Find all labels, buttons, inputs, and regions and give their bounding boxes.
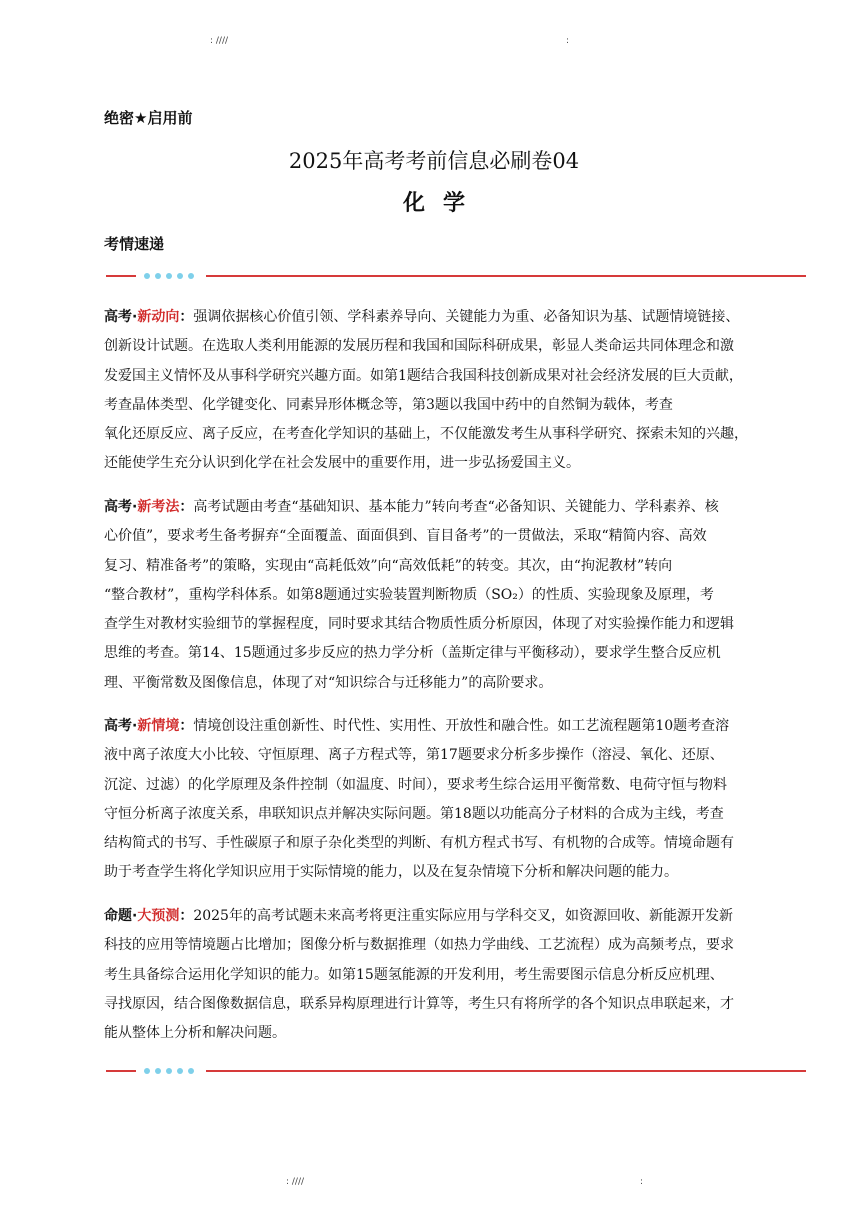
section-label-prefix: 命题·: [104, 908, 138, 924]
paragraph-line: [104, 420, 794, 449]
section-label-highlight: 新考法: [137, 499, 180, 515]
paragraph-text: 守恒分析离子浓度关系，串联知识点并解决实际问题。第18题以功能高分子材料的合成为主线，考查: [104, 805, 724, 822]
section-label-colon: ：: [179, 499, 194, 515]
paragraph-line: [104, 303, 794, 332]
paragraph-line: [104, 362, 794, 391]
page-header-left: : ////: [210, 36, 229, 46]
document-title: 2025年高考考前信息必刷卷04: [288, 149, 580, 173]
bottom-divider: [106, 1067, 806, 1075]
confidential-label: 绝密★启用前: [104, 109, 193, 127]
paragraph-text: 液中离子浓度大小比较、守恒原理、离子方程式等，第17题要求分析多步操作（溶浸、氧化、还原、: [104, 747, 724, 764]
paragraph-text: 能从整体上分析和解决问题。: [104, 1025, 286, 1042]
paragraph-text: 科技的应用等情境题占比增加；图像分析与数据推理（如热力学曲线、工艺流程）成为高频考点，要求: [104, 937, 734, 954]
paragraph-line: [104, 712, 794, 741]
paragraph-text: 氧化还原反应、离子反应，在考查化学知识的基础上，不仅能激发考生从事科学研究、探索未知的兴趣，: [104, 426, 748, 443]
paragraph-text: 发爱国主义情怀及从事科学研究兴趣方面。如第1题结合我国科技创新成果对社会经济发展的巨大贡献，: [104, 367, 743, 384]
section-label-prefix: 高考·: [104, 309, 138, 325]
paragraph-line: [104, 610, 794, 639]
section-label-prefix: 高考·: [104, 718, 138, 734]
paragraph-text: 强调依据核心价值引领、学科素养导向、关键能力为重、必备知识为基、试题情境链接、: [193, 309, 740, 325]
section-heading: 考情速递: [104, 235, 165, 253]
paragraph-text: “整合教材”，重构学科体系。如第8题通过实验装置判断物质（SO₂）的性质、实验现象及原理，考: [104, 586, 714, 603]
paragraph-text: 高考试题由考查“基础知识、基本能力”转向考查“必备知识、关键能力、学科素养、核: [193, 499, 719, 515]
section-new-trend: [104, 303, 794, 479]
paragraph-text: 思维的考查。第14、15题通过多步反应的热力学分析（盖斯定律与平衡移动），要求学生整合反应机: [104, 645, 721, 662]
page-header-right: :: [566, 36, 570, 46]
paragraph-line: [104, 829, 794, 858]
top-divider: [106, 272, 806, 280]
paragraph-line: [104, 771, 794, 800]
page-footer-left: : ////: [286, 1177, 305, 1187]
paragraph-text: 寻找原因，结合图像数据信息，联系异构原理进行计算等，考生只有将所学的各个知识点串联起来，才: [104, 995, 734, 1012]
paragraph-line: [104, 741, 794, 770]
section-label-prefix: 高考·: [104, 499, 138, 515]
paragraph-line: [104, 931, 794, 960]
paragraph-line: [104, 858, 794, 887]
paragraph-line: [104, 391, 794, 420]
paragraph-line: [104, 552, 794, 581]
section-new-method: [104, 493, 794, 698]
subject-title: 化学: [402, 190, 483, 216]
paragraph-line: [104, 902, 794, 931]
paragraph-text: 复习、精准备考”的策略，实现由“高耗低效”向“高效低耗”的转变。其次，由“拘泥教材”转向: [104, 557, 673, 574]
paragraph-text: 理、平衡常数及图像信息，体现了对“知识综合与迁移能力”的高阶要求。: [104, 674, 553, 691]
section-prediction: [104, 902, 794, 1048]
paragraph-text: 沉淀、过滤）的化学原理及条件控制（如温度、时间），要求考生综合运用平衡常数、电荷守恒与物料: [104, 776, 727, 793]
paragraph-text: 结构简式的书写、手性碳原子和原子杂化类型的判断、有机方程式书写、有机物的合成等。情境命题有: [104, 835, 734, 852]
section-label-colon: ：: [179, 309, 194, 325]
paragraph-line: [104, 332, 794, 361]
section-label-highlight: 新情境: [137, 718, 180, 734]
paragraph-line: [104, 522, 794, 551]
paragraph-text: 创新设计试题。在选取人类利用能源的发展历程和我国和国际科研成果，彰显人类命运共同体理念和激: [104, 338, 734, 355]
page-footer-right: :: [640, 1177, 644, 1187]
paragraph-text: 2025年的高考试题未来高考将更注重实际应用与学科交叉，如资源回收、新能源开发新: [193, 908, 733, 924]
section-label-highlight: 大预测: [137, 908, 180, 924]
section-label-colon: ：: [179, 908, 194, 924]
paragraph-line: [104, 961, 794, 990]
section-label-colon: ：: [179, 718, 194, 734]
paragraph-line: [104, 800, 794, 829]
paragraph-text: 助于考查学生将化学知识应用于实际情境的能力，以及在复杂情境下分析和解决问题的能力。: [104, 864, 678, 881]
section-new-context: [104, 712, 794, 888]
paragraph-line: [104, 1019, 794, 1048]
paragraph-text: 考查晶体类型、化学键变化、同素异形体概念等，第3题以我国中药中的自然铜为载体，考查: [104, 396, 673, 413]
paragraph-text: 还能使学生充分认识到化学在社会发展中的重要作用，进一步弘扬爱国主义。: [104, 455, 580, 472]
section-label-highlight: 新动向: [137, 309, 180, 325]
paragraph-text: 查学生对教材实验细节的掌握程度，同时要求其结合物质性质分析原因，体现了对实验操作能力和逻辑: [104, 616, 734, 633]
paragraph-line: [104, 669, 794, 698]
paragraph-line: [104, 493, 794, 522]
paragraph-line: [104, 449, 794, 478]
paragraph-text: 考生具备综合运用化学知识的能力。如第15题氢能源的开发利用，考生需要图示信息分析反应机理、: [104, 966, 724, 983]
paragraph-line: [104, 639, 794, 668]
paragraph-text: 心价值”，要求考生备考摒弃“全面覆盖、面面俱到、盲目备考”的一贯做法，采取“精简内容、高效: [104, 528, 707, 545]
paragraph-line: [104, 581, 794, 610]
paragraph-text: 情境创设注重创新性、时代性、实用性、开放性和融合性。如工艺流程题第10题考查溶: [193, 718, 730, 734]
paragraph-line: [104, 990, 794, 1019]
